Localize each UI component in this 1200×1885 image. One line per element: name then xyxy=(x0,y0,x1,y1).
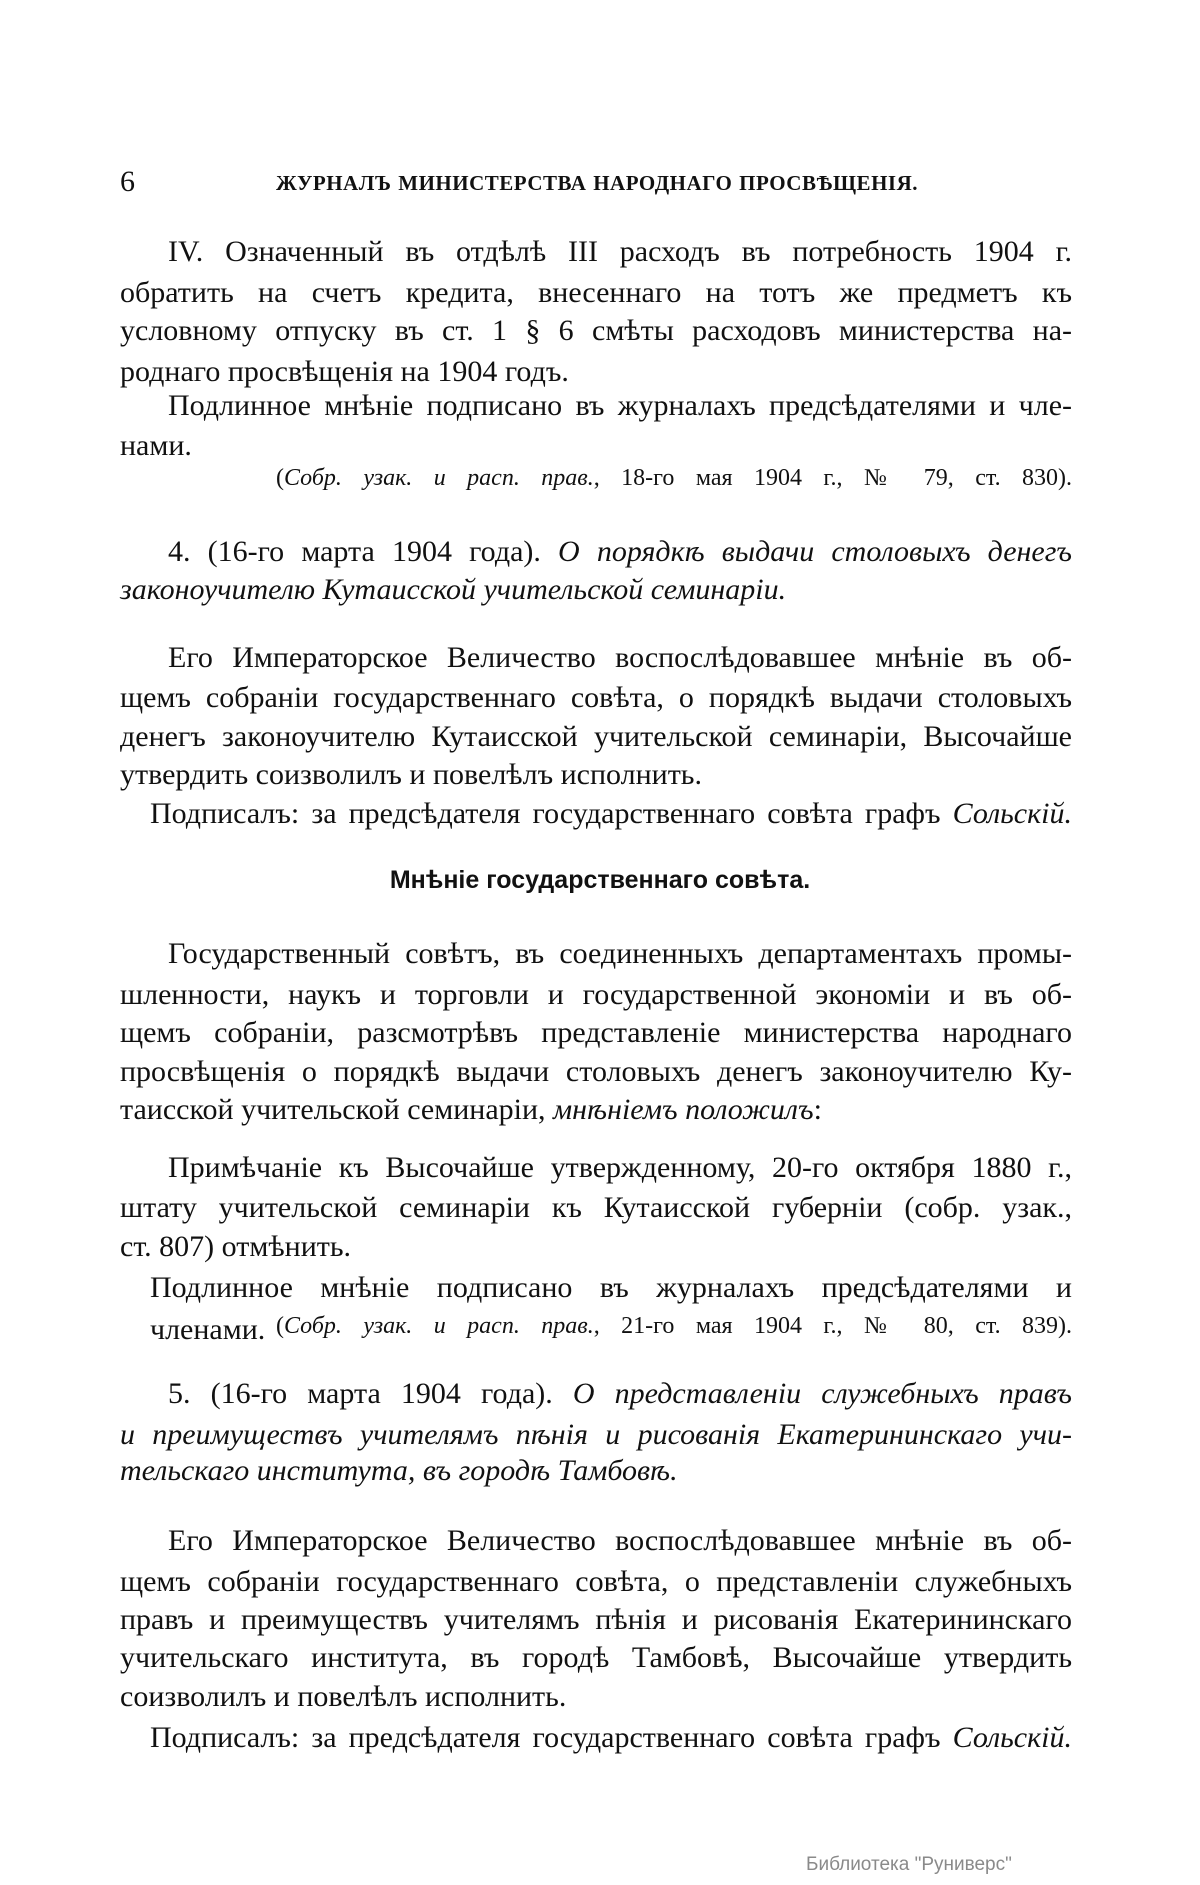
text-line xyxy=(120,1051,1072,1093)
text-line xyxy=(168,1147,1072,1189)
italic-text: О представленіи служебныхъ правъ xyxy=(572,1377,1073,1410)
text-line xyxy=(120,1561,1072,1603)
signature-line xyxy=(150,793,1072,835)
text-line xyxy=(168,531,1072,573)
text-segment: 5. (16-го марта 1904 года). xyxy=(168,1377,573,1410)
text-segment: учительскаго института, въ городѣ Тамбовѣ, Высочайше утвердить xyxy=(120,1641,1072,1674)
italic-text: Собр. узак. и расп. прав. xyxy=(284,1313,594,1339)
text-segment: , 21-го мая 1904 г., № 80, ст. 839). xyxy=(593,1313,1073,1339)
text-segment: просвѣщенія о порядкѣ выдачи столовыхъ денегъ законоучителю Ку- xyxy=(120,1055,1072,1088)
text-line xyxy=(120,569,786,611)
text-segment: таисской учительской семинаріи, xyxy=(120,1093,554,1126)
page-number: 6 xyxy=(120,165,135,198)
text-line xyxy=(120,974,1072,1016)
text-segment: Его Императорское Величество воспослѣдовавшее мнѣніе въ об- xyxy=(168,641,1072,674)
text-segment: обратить на счетъ кредита, внесеннаго на тотъ же предметъ къ xyxy=(120,276,1072,309)
text-segment: ст. 807) отмѣнить. xyxy=(120,1230,352,1263)
text-segment: IV. Означенный въ отдѣлѣ III расходъ въ потребность 1904 г. xyxy=(168,235,1072,268)
italic-text: законоучителю Кутаисской учительской семинаріи. xyxy=(120,573,787,606)
text-segment: Подписалъ: за предсѣдателя государственнаго совѣта графъ xyxy=(150,797,953,830)
section-heading xyxy=(0,859,1200,901)
text-line xyxy=(168,231,1072,273)
italic-text: Собр. узак. и расп. прав. xyxy=(284,465,594,491)
text-line xyxy=(120,1012,1072,1054)
text-line xyxy=(120,1637,1072,1679)
text-segment: Мнѣніе государственнаго совѣта. xyxy=(389,866,811,894)
text-line xyxy=(168,1520,1072,1562)
italic-text: и преимуществъ учителямъ пѣнія и рисованія Екатерининскаго учи- xyxy=(120,1418,1072,1451)
text-line xyxy=(120,1676,566,1718)
italic-text: тельскаго института, въ городѣ Тамбовѣ. xyxy=(120,1454,678,1487)
text-line xyxy=(120,1226,351,1268)
text-line xyxy=(120,425,192,467)
text-line xyxy=(120,716,1072,758)
text-segment: утвердить соизволилъ и повелѣлъ исполнить. xyxy=(120,758,702,791)
text-segment: Его Императорское Величество воспослѣдовавшее мнѣніе въ об- xyxy=(168,1524,1072,1557)
text-segment: ( xyxy=(276,1313,284,1339)
text-line xyxy=(168,933,1072,975)
text-segment: Примѣчаніе къ Высочайше утвержденному, 20-го октября 1880 г., xyxy=(168,1151,1072,1184)
text-line xyxy=(120,310,1072,352)
citation xyxy=(276,457,1072,499)
text-line xyxy=(120,1599,1072,1641)
text-line xyxy=(120,677,1072,719)
text-segment: Подлинное мнѣніе подписано въ журналахъ предсѣдателями и членами. xyxy=(150,1271,1072,1346)
text-segment: щемъ собраніи государственнаго совѣта, о порядкѣ выдачи столовыхъ xyxy=(120,681,1072,714)
text-segment: Подписалъ: за предсѣдателя государственнаго совѣта графъ xyxy=(150,1721,953,1754)
text-line xyxy=(168,637,1072,679)
citation xyxy=(276,1305,1072,1347)
text-segment: Государственный совѣтъ, въ соединенныхъ департаментахъ промы- xyxy=(168,937,1072,970)
italic-text: Сольскій. xyxy=(952,1721,1072,1754)
text-line xyxy=(168,1373,1072,1415)
text-segment: ( xyxy=(276,465,284,491)
text-segment: роднаго просвѣщенія на 1904 годъ. xyxy=(120,355,569,388)
italic-text: мнѣніемъ положилъ xyxy=(553,1093,814,1126)
text-segment: : xyxy=(813,1093,822,1126)
italic-text: Сольскій. xyxy=(952,797,1072,830)
text-line xyxy=(120,1187,1072,1229)
text-segment: штату учительской семинаріи къ Кутаисской губерніи (собр. узак., xyxy=(120,1191,1072,1224)
italic-text: О порядкѣ выдачи столовыхъ денегъ xyxy=(558,535,1073,568)
text-segment: 4. (16-го марта 1904 года). xyxy=(168,535,559,568)
text-segment: шленности, наукъ и торговли и государственной экономіи и въ об- xyxy=(120,978,1072,1011)
text-line xyxy=(120,754,702,796)
library-watermark: Библиотека "Руниверс" xyxy=(806,1854,1012,1875)
text-line xyxy=(120,272,1072,314)
text-line xyxy=(120,1450,678,1492)
text-segment: правъ и преимуществъ учителямъ пѣнія и рисованія Екатерининскаго xyxy=(120,1603,1072,1636)
text-segment: денегъ законоучителю Кутаисской учительской семинаріи, Высочайше xyxy=(120,720,1072,753)
text-line xyxy=(168,385,1072,427)
text-segment: , 18-го мая 1904 г., № 79, ст. 830). xyxy=(593,465,1073,491)
running-header: ЖУРНАЛЪ МИНИСТЕРСТВА НАРОДНАГО ПРОСВѢЩЕНІЯ. xyxy=(276,171,918,195)
text-segment: щемъ собраніи, разсмотрѣвъ представленіе министерства народнаго xyxy=(120,1016,1072,1049)
text-segment: щемъ собраніи государственнаго совѣта, о представленіи служебныхъ xyxy=(120,1565,1072,1598)
text-segment: нами. xyxy=(120,429,192,462)
text-segment: условному отпуску въ ст. 1 § 6 смѣты расходовъ министерства на- xyxy=(120,314,1072,347)
text-line xyxy=(120,1089,822,1131)
text-segment: Подлинное мнѣніе подписано въ журналахъ предсѣдателями и чле- xyxy=(168,389,1072,422)
signature-line xyxy=(150,1717,1072,1759)
text-segment: соизволилъ и повелѣлъ исполнить. xyxy=(120,1680,567,1713)
